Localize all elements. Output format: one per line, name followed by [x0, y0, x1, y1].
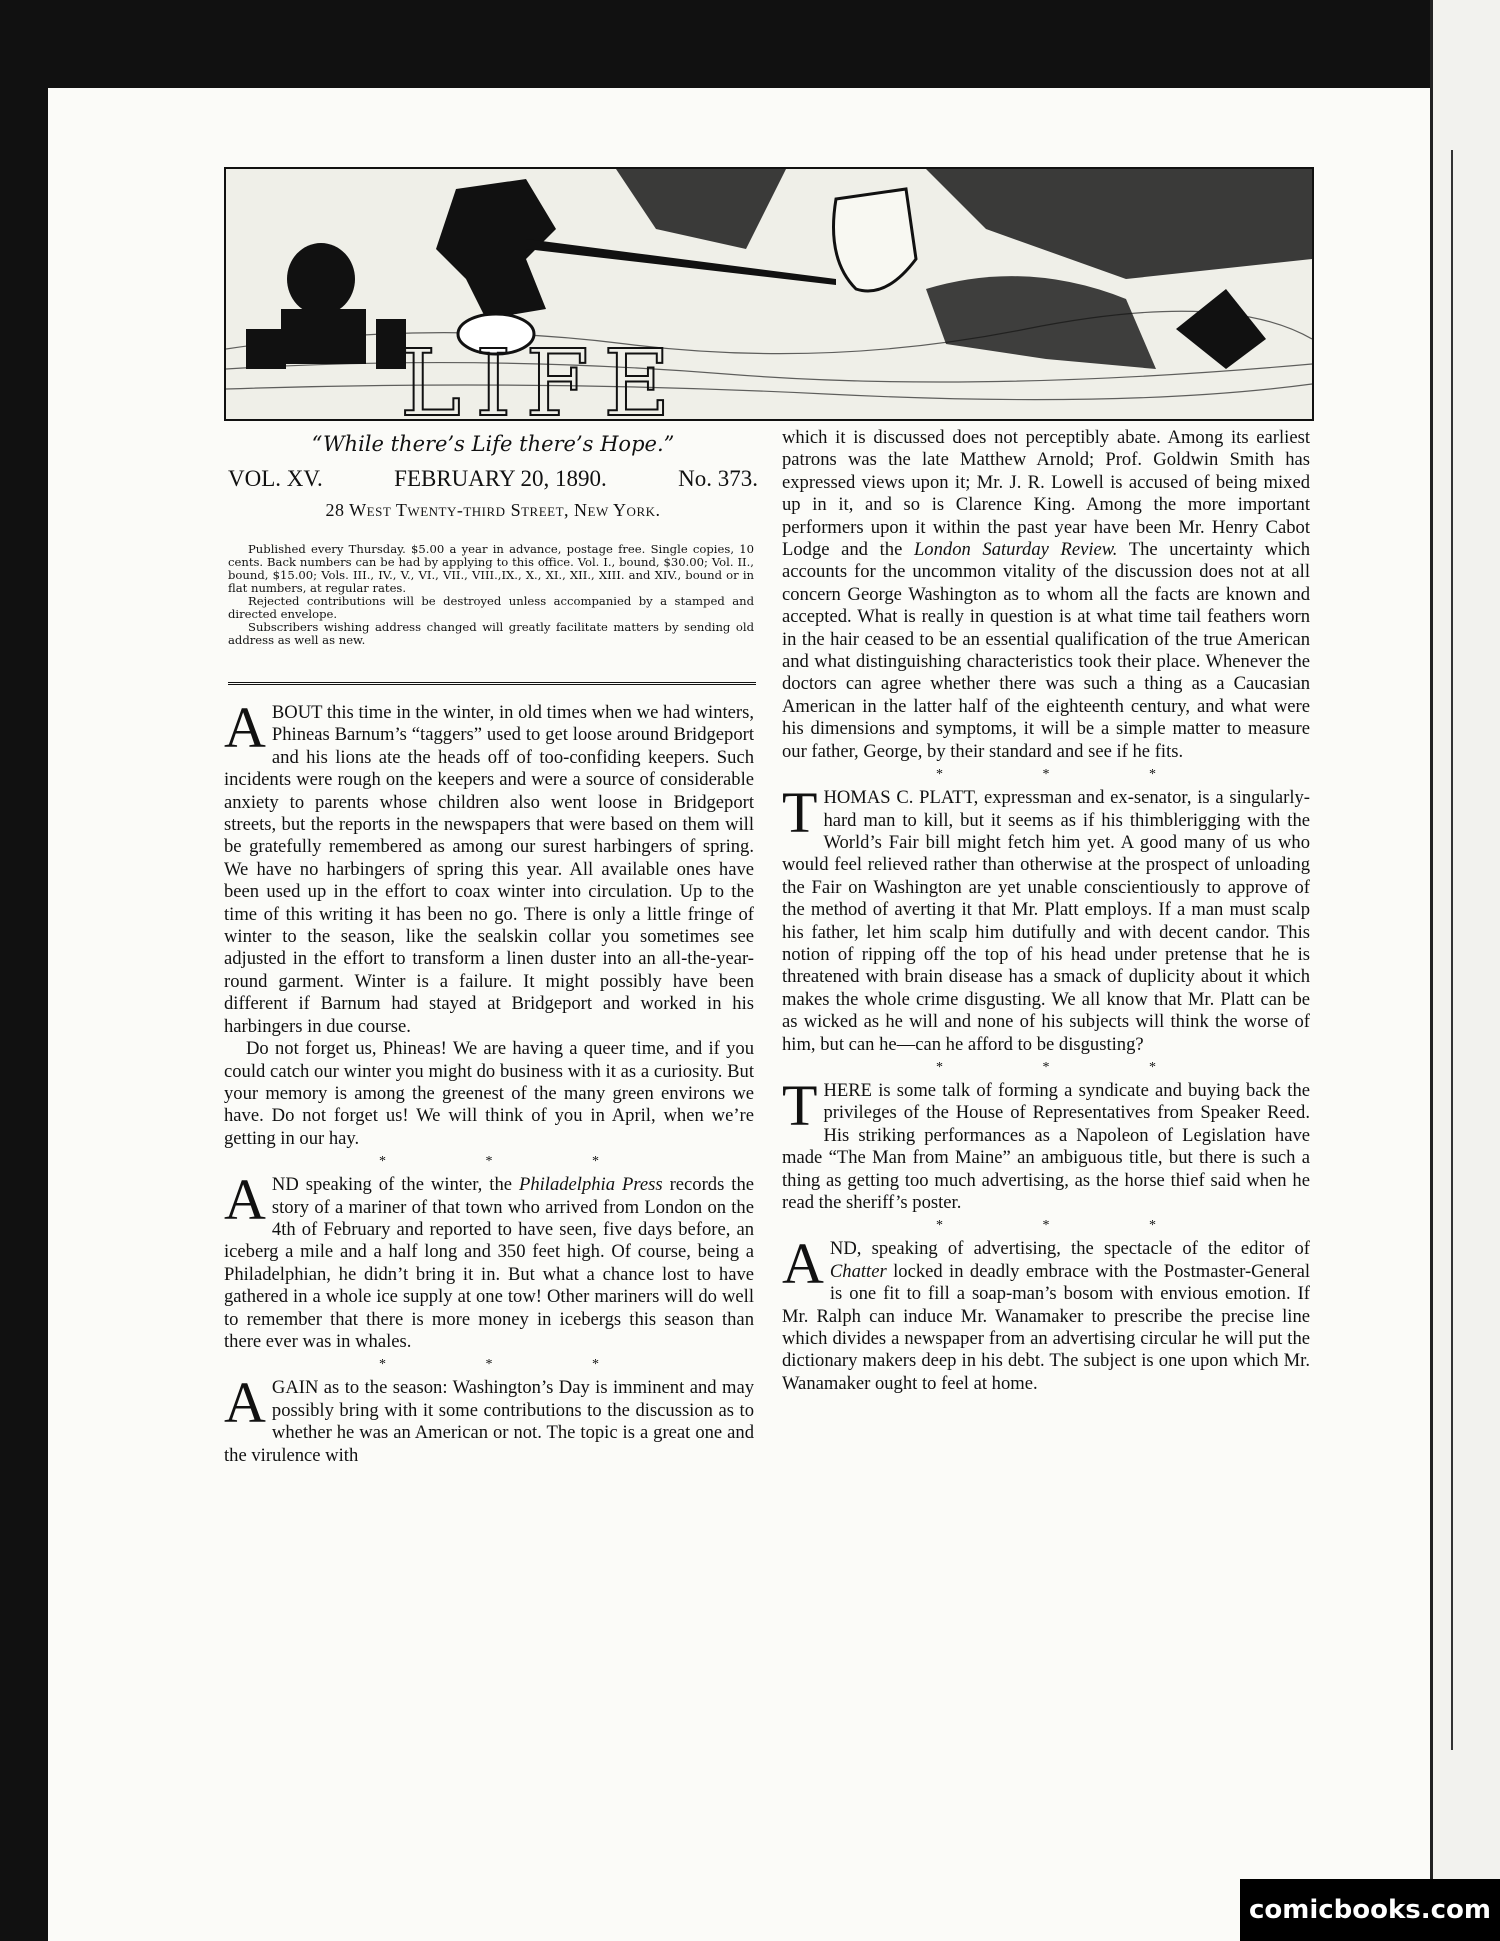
life-logo: LIFE: [400, 330, 685, 437]
publication-notice: [228, 543, 754, 647]
paragraph-phineas: Do not forget us, Phineas! We are having a queer time, and if you could catch our winter you might do business with it as a curiosity. But your memory is among the greenest of the many green environs we have. Do not forget us! We will think of you in April, when we’re getting in our hay.: [224, 1038, 754, 1149]
paragraph-washington: [224, 1370, 754, 1467]
masthead-illustration: [224, 167, 1314, 421]
left-column: [224, 695, 754, 1467]
newspaper-title: Philadelphia Press: [518, 1174, 663, 1196]
notice-rejected: Rejected contributions will be destroyed unless accompanied by a stamped and directed envelope.: [228, 594, 754, 621]
notice-subscription: Published every Thursday. $5.00 a year in advance, postage free. Single copies, 10 cents. Back numbers can be had by applying to this office. Vol. I., bound, $30.00; Vol. II., bound, $15.00; Vols. III., IV., V., VI., VII., VIII.,IX., X., XI., XII., XIII. and XIV., bound or in flat numbers, at regular rates.: [228, 542, 754, 595]
volume: VOL. XV.: [228, 466, 323, 491]
masthead-engraving: [226, 169, 1312, 419]
dropcap: A: [224, 695, 266, 760]
dropcap: T: [782, 1072, 818, 1138]
paragraph-text: ND speaking of the winter, the: [271, 1174, 519, 1196]
dropcap: A: [224, 1370, 266, 1436]
dropcap: A: [782, 1231, 824, 1297]
paragraph-text: The uncertainty which accounts for the uncommon vitality of the discussion does not at all concern George Washington as to whom all the facts are known and accepted. What is really in question is at what time tail feathers worn in the hair ceased to be an essential qualification of the true American and what distinguishing characteristics took their place. Whenever the doctors can agree whether there was such a thing as a Caucasian American in the latter half of the eighteenth century, and what were his dimensions and symptoms, it will be a simple matter to measure our father, George, by their standard and see if he fits.: [782, 539, 1311, 762]
paragraph-text: which it is discussed does not perceptibly abate. Among its earliest patrons was the late Matthew Arnold; Prof. Goldwin Smith has expressed views upon it; Mr. J. R. Lowell is accused of being mixed up in it, and so is Clarence King. Among the more important performers upon it within the past year have been Mr. Henry Cabot Lodge and the: [782, 427, 1310, 561]
section-divider: * * *: [379, 1357, 647, 1373]
facing-page-edge: [1430, 0, 1500, 1941]
paragraph-text: BOUT this time in the winter, in old times when we had winters, Phineas Barnum’s “taggers” used to get loose around Bridgeport and his lions ate the heads off of too-confiding keepers. Such incidents were rough on the keepers and were a source of considerable anxiety to parents whose children also went loose in Bridgeport streets, but the reports in the newspapers that were based on them will be gratefully remembered as among our surest harbingers of spring. We have no harbingers of spring this year. All available ones have been used up in the effort to coax winter into circulation. Up to the time of this writing it has been no go. There is only a little fringe of winter to the season, like the sealskin collar you sometimes see adjusted in the effort to transform a linen duster into an all-the-year-round garment. Winter is a failure. It might possibly have been different if Barnum had stayed at Bridgeport and worked in his harbingers in due course.: [224, 702, 754, 1037]
section-divider: * * *: [936, 767, 1204, 783]
notice-address-change: Subscribers wishing address changed will greatly facilitate matters by sending old address as well as new.: [228, 620, 754, 647]
issue-number: No. 373.: [678, 466, 758, 491]
watermark: comicbooks.com: [1240, 1879, 1500, 1941]
double-rule: [228, 682, 756, 689]
paragraph-reed: [782, 1072, 1310, 1214]
paragraph-chatter: [782, 1231, 1310, 1395]
newspaper-title: Chatter: [829, 1260, 887, 1282]
dropcap: A: [224, 1167, 266, 1233]
paragraph-text: records the story of a mariner of that town who arrived from London on the 4th of February and reported to have seen, five days before, an iceberg a mile and a half long and 350 feet high. Of course, being a Philadelphian, he didn’t bring it in. But what a chance lost to have gathered in a whole ice supply at one tow! Other mariners will do well to remember that there is more money in icebergs this season than there ever was in whales.: [224, 1174, 754, 1352]
newspaper-title: London Saturday Review.: [913, 539, 1118, 561]
motto: “While there’s Life there’s Hope.”: [311, 432, 675, 456]
paragraph-text: HOMAS C. PLATT, expressman and ex-senator, is a singularly-hard man to kill, but it seems as if his thimblerigging with the World’s Fair bill might fetch him yet. A good many of us who would feel relieved rather than otherwise at the prospect of unloading the Fair on Washington are yet unable conscientiously to approve of the method of averting it that Mr. Platt employs. If a man must scalp his father, let him scalp him dutifully and with decent candor. This notion of ripping off the top of his head under pretense that he is threatened with brain disease has a smack of duplicity about it which makes the whole crime disgusting. We all know that Mr. Platt can be as wicked as he will and none of his subjects will think the worse of him, but can he—can he afford to be disgusting?: [782, 787, 1310, 1055]
binding-thread: [1451, 150, 1467, 1750]
paragraph-text: locked in deadly embrace with the Postmaster-General is one fit to fill a soap-man’s bosom with envious emotion. If Mr. Ralph can induce Mr. Wanamaker to prescribe the precise line which divides a newspaper from an advertising circular he will put the dictionary makers deep in his debt. The subject is one upon which Mr. Wanamaker ought to feel at home.: [782, 1260, 1310, 1394]
issue-line: [228, 466, 758, 492]
issue-date: FEBRUARY 20, 1890.: [394, 466, 607, 491]
section-divider: * * *: [936, 1059, 1204, 1075]
section-divider: * * *: [936, 1218, 1204, 1234]
paragraph-text: GAIN as to the season: Washington’s Day is imminent and may possibly bring with it some contributions to the discussion as to whether he was an American or not. The topic is a great one and the virulence with: [224, 1377, 754, 1466]
paragraph-text: HERE is some talk of forming a syndicate and buying back the privileges of the House of Representatives from Speaker Reed. His striking performances as a Napoleon of Legislation have made “The Man from Maine” an ambiguous title, but there is such a thing as getting too much advertising, as the horse thief said when he read the sheriff’s poster.: [782, 1079, 1310, 1213]
right-column: [782, 427, 1310, 1395]
paragraph-washington-continued: [782, 427, 1310, 763]
dropcap: T: [782, 780, 818, 846]
section-divider: * * *: [379, 1154, 647, 1170]
address: 28 West Twenty-third Street, New York.: [325, 500, 661, 520]
paragraph-text: ND, speaking of advertising, the spectacle of the editor of: [829, 1238, 1310, 1260]
paragraph-platt: [782, 780, 1310, 1056]
paragraph-iceberg: [224, 1167, 754, 1353]
paragraph-barnum: [224, 695, 754, 1038]
